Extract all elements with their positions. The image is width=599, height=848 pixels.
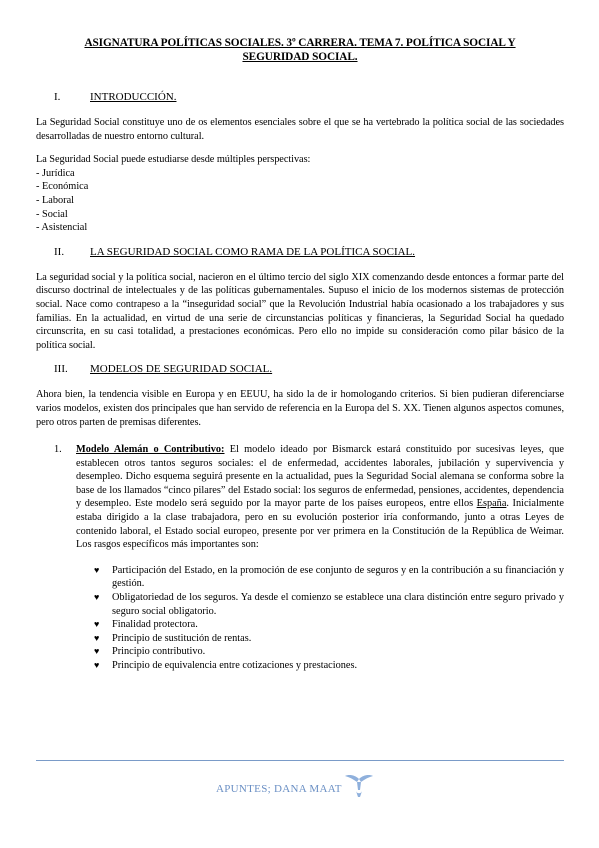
feature-text: Principio contributivo. — [112, 646, 206, 658]
title-line-1: ASIGNATURA POLÍTICAS SOCIALES. 3º CARRERA. TEMA 7. POLÍTICA SOCIAL Y — [84, 37, 516, 49]
heart-bullet-icon: ♥ — [94, 592, 100, 603]
feature-text: Finalidad protectora. — [112, 619, 198, 631]
section-1-paragraph-1: La Seguridad Social constituye uno de os elementos esenciales sobre el que se ha vertebrado la política social de las sociedades desarrolladas de nuestro entorno cultural. — [36, 117, 564, 142]
heart-bullet-icon: ♥ — [94, 564, 100, 575]
heart-bullet-icon: ♥ — [94, 632, 100, 643]
features-block — [36, 564, 564, 673]
feature-text: Principio de sustitución de rentas. — [112, 632, 252, 644]
feature-text: Participación del Estado, en la promoción de ese conjunto de seguros y en la contribución a su financiación y gestión. — [112, 564, 564, 590]
perspective-item: - Asistencial — [36, 222, 88, 234]
section-2-paragraph-1: La seguridad social y la política social, nacieron en el último tercio del siglo XIX comenzando desde entonces a formar parte del discurso doctrinal de intelectuales y de las políticas gubernamentales. Supuso el inicio de los modernos sistemas de protección social. Nace como contrapeso a la “inseguridad social” que la Revolución Industrial había ocasionado a los trabajadores y sus familias. En la actualidad, en virtud de una serie de circunstancias políticas y financieras, la Seguridad Social ha quedado circunscrita, en su casi totalidad, a prestaciones económicas. Pero ello no impide su consideración como pilar básico de la política social. — [36, 271, 564, 351]
feature-item — [76, 591, 564, 618]
perspective-item: - Jurídica — [36, 167, 75, 179]
feature-text: Obligatoriedad de los seguros. Ya desde el comienzo se establece una clara distinción entre seguro privado y seguro social obligatorio. — [112, 592, 564, 617]
section-1-number: I. — [54, 91, 61, 103]
model-1-country: España — [476, 498, 507, 510]
section-2-title: LA SEGURIDAD SOCIAL COMO RAMA DE LA POLÍTICA SOCIAL. — [90, 245, 416, 258]
heart-bullet-icon: ♥ — [94, 619, 100, 630]
perspective-item: - Social — [36, 208, 68, 220]
title-line-2: SEGURIDAD SOCIAL. — [242, 51, 358, 63]
section-1-paragraph-2: La Seguridad Social puede estudiarse desde múltiples perspectivas: — [36, 154, 311, 166]
features-list — [76, 564, 564, 673]
model-1-label: Modelo Alemán o Contributivo: — [76, 444, 225, 456]
section-1-heading — [36, 90, 564, 104]
perspective-item: - Laboral — [36, 194, 75, 206]
perspectives-list — [36, 167, 564, 235]
model-1-text-b: . Inicialmente estaba dirigido a la clase trabajadora, pero en su evolución posterior iría conformando, junto a otras Leyes de contenido laboral, el Estado social europeo, presente por ver primera en la Constitución de la República de Weimar. Los rasgos específicos más importantes son: — [76, 498, 564, 551]
section-2-heading — [36, 245, 564, 259]
feature-item — [76, 564, 564, 591]
feature-item — [76, 645, 564, 659]
feature-text: Principio de equivalencia entre cotizaciones y prestaciones. — [112, 660, 358, 671]
model-1-text-a: El modelo ideado por Bismarck estará constituido por sucesivas leyes, que establecen otros tantos seguros sociales: el de enfermedad, accidentes laborales, jubilación y supervivencia y desempleo. Dicho esquema seguirá presente en la actualidad, pues la Seguridad Social alemana se conforma sobre la base de los llamados “cinco pilares” del Estado social: los seguros de enfermedad, pensiones, accidentes, dependencia y desempleo. Este modelo será seguido por la mayor parte de los países europeos, entre ellos — [76, 444, 564, 510]
feature-item — [76, 618, 564, 632]
heart-bullet-icon: ♥ — [94, 646, 100, 657]
feature-item — [76, 632, 564, 646]
document-title — [36, 36, 564, 64]
document-page — [36, 36, 564, 673]
feature-item — [76, 659, 564, 673]
section-1-title: INTRODUCCIÓN. — [90, 91, 177, 103]
section-2-number: II. — [54, 245, 65, 258]
footer-credit: APUNTES; DANA MAAT — [216, 783, 342, 795]
footer-divider — [36, 760, 564, 761]
perspective-item: - Económica — [36, 181, 89, 193]
model-item-1 — [36, 443, 564, 552]
section-3-heading — [36, 362, 564, 376]
winged-logo-icon — [344, 770, 374, 800]
model-1-marker: 1. — [54, 444, 62, 456]
section-3-title: MODELOS DE SEGURIDAD SOCIAL. — [90, 363, 273, 376]
heart-bullet-icon: ♥ — [94, 660, 100, 670]
section-3-number: III. — [54, 363, 68, 376]
section-3-paragraph-1: Ahora bien, la tendencia visible en Europa y en EEUU, ha sido la de ir homologando criterios. Si bien pudieran diferenciarse varios modelos, existen dos principales que han servido de referencia en la Europa del S. XX. Tienen algunos aspectos comunes, pero otros parten de premisas diferentes. — [36, 389, 564, 428]
